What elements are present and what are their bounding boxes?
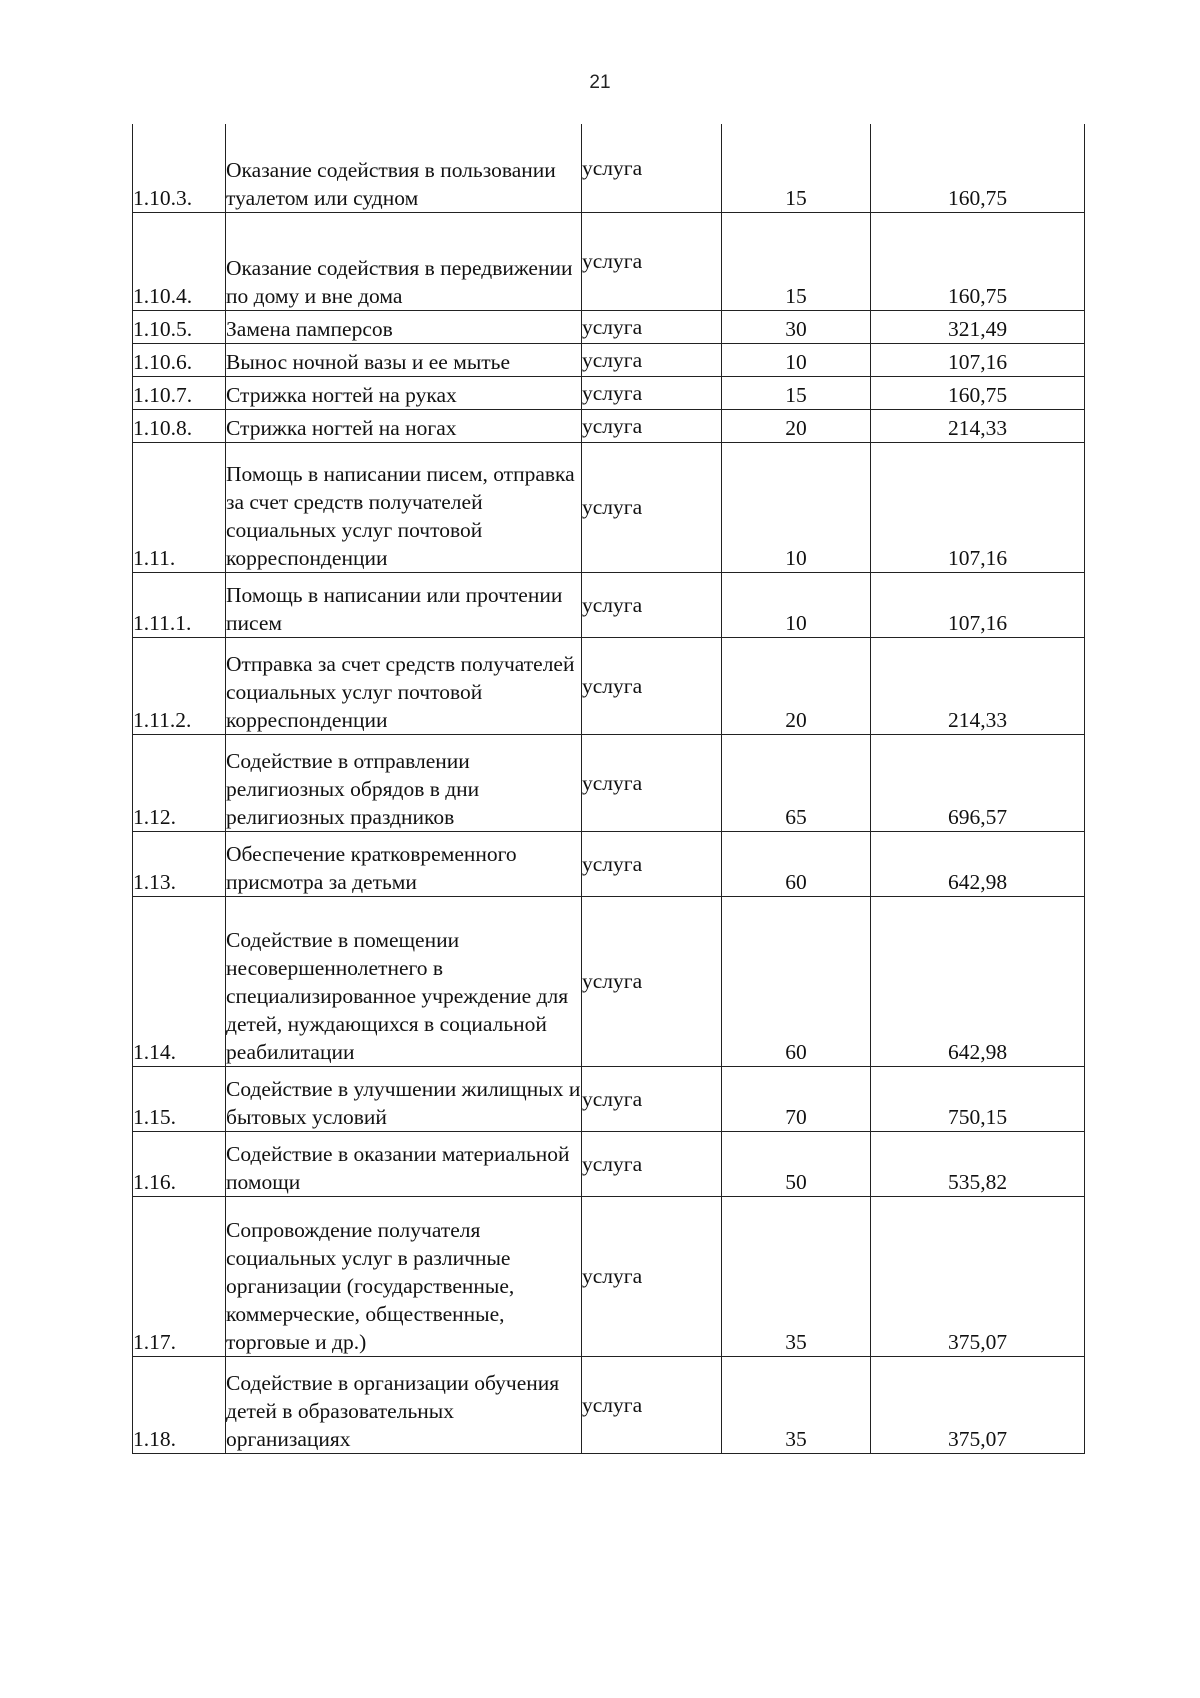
table-row [133,343,1085,376]
service-code: 1.11. [133,442,226,572]
services-table [132,124,1085,1454]
service-code: 1.15. [133,1066,226,1131]
service-code: 1.13. [133,831,226,896]
service-unit: услуга [582,343,722,376]
service-price: 160,75 [871,212,1085,310]
service-unit: услуга [582,831,722,896]
service-code: 1.12. [133,734,226,831]
service-time: 30 [722,310,871,343]
service-unit: услуга [582,1356,722,1453]
service-name: Оказание содействия в передвижении по дому и вне дома [226,212,582,310]
service-unit: услуга [582,896,722,1066]
service-unit: услуга [582,1066,722,1131]
service-code: 1.10.5. [133,310,226,343]
service-code: 1.10.7. [133,376,226,409]
service-name: Содействие в оказании материальной помощи [226,1131,582,1196]
service-name: Помощь в написании или прочтении писем [226,572,582,637]
service-price: 107,16 [871,343,1085,376]
service-unit: услуга [582,1196,722,1356]
service-code: 1.10.8. [133,409,226,442]
service-price: 214,33 [871,409,1085,442]
service-code: 1.18. [133,1356,226,1453]
service-time: 35 [722,1196,871,1356]
table-row [133,442,1085,572]
service-unit: услуга [582,124,722,212]
service-code: 1.11.1. [133,572,226,637]
service-unit: услуга [582,442,722,572]
service-code: 1.17. [133,1196,226,1356]
service-unit: услуга [582,409,722,442]
service-time: 15 [722,376,871,409]
service-price: 375,07 [871,1196,1085,1356]
service-price: 107,16 [871,442,1085,572]
service-time: 10 [722,343,871,376]
service-time: 20 [722,409,871,442]
service-name: Содействие в помещении несовершеннолетнего в специализированное учреждение для детей, нуждающихся в социальной реабилитации [226,896,582,1066]
service-code: 1.10.3. [133,124,226,212]
service-time: 50 [722,1131,871,1196]
service-code: 1.10.6. [133,343,226,376]
table-row [133,124,1085,212]
service-unit: услуга [582,376,722,409]
service-time: 60 [722,831,871,896]
service-time: 65 [722,734,871,831]
service-name: Содействие в улучшении жилищных и бытовых условий [226,1066,582,1131]
service-name: Стрижка ногтей на руках [226,376,582,409]
service-name: Оказание содействия в пользовании туалетом или судном [226,124,582,212]
service-name: Сопровождение получателя социальных услуг в различные организации (государственные, коммерческие, общественные, торговые и др.) [226,1196,582,1356]
table-row [133,1131,1085,1196]
service-price: 214,33 [871,637,1085,734]
service-price: 160,75 [871,124,1085,212]
table-row [133,637,1085,734]
table-row [133,896,1085,1066]
service-code: 1.10.4. [133,212,226,310]
service-name: Вынос ночной вазы и ее мытье [226,343,582,376]
service-time: 35 [722,1356,871,1453]
service-unit: услуга [582,212,722,310]
page-number: 21 [589,72,611,93]
service-name: Замена памперсов [226,310,582,343]
service-unit: услуга [582,637,722,734]
service-unit: услуга [582,734,722,831]
table-row [133,1356,1085,1453]
service-time: 20 [722,637,871,734]
table-row [133,409,1085,442]
service-unit: услуга [582,1131,722,1196]
table-row [133,376,1085,409]
service-code: 1.16. [133,1131,226,1196]
service-time: 70 [722,1066,871,1131]
service-price: 535,82 [871,1131,1085,1196]
table-row [133,1066,1085,1131]
service-price: 107,16 [871,572,1085,637]
service-name: Содействие в организации обучения детей в образовательных организациях [226,1356,582,1453]
service-price: 375,07 [871,1356,1085,1453]
service-time: 15 [722,212,871,310]
service-price: 696,57 [871,734,1085,831]
service-name: Помощь в написании писем, отправка за счет средств получателей социальных услуг почтовой корреспонденции [226,442,582,572]
service-time: 10 [722,572,871,637]
service-price: 750,15 [871,1066,1085,1131]
service-name: Обеспечение кратковременного присмотра за детьми [226,831,582,896]
services-table-body [133,124,1085,1453]
service-price: 642,98 [871,831,1085,896]
service-price: 160,75 [871,376,1085,409]
service-unit: услуга [582,572,722,637]
service-price: 642,98 [871,896,1085,1066]
service-time: 60 [722,896,871,1066]
table-row [133,734,1085,831]
service-name: Содействие в отправлении религиозных обрядов в дни религиозных праздников [226,734,582,831]
service-name: Отправка за счет средств получателей социальных услуг почтовой корреспонденции [226,637,582,734]
service-time: 15 [722,124,871,212]
table-row [133,310,1085,343]
service-unit: услуга [582,310,722,343]
table-row [133,572,1085,637]
service-price: 321,49 [871,310,1085,343]
service-code: 1.14. [133,896,226,1066]
table-row [133,212,1085,310]
table-row [133,831,1085,896]
service-name: Стрижка ногтей на ногах [226,409,582,442]
service-code: 1.11.2. [133,637,226,734]
table-row [133,1196,1085,1356]
service-time: 10 [722,442,871,572]
